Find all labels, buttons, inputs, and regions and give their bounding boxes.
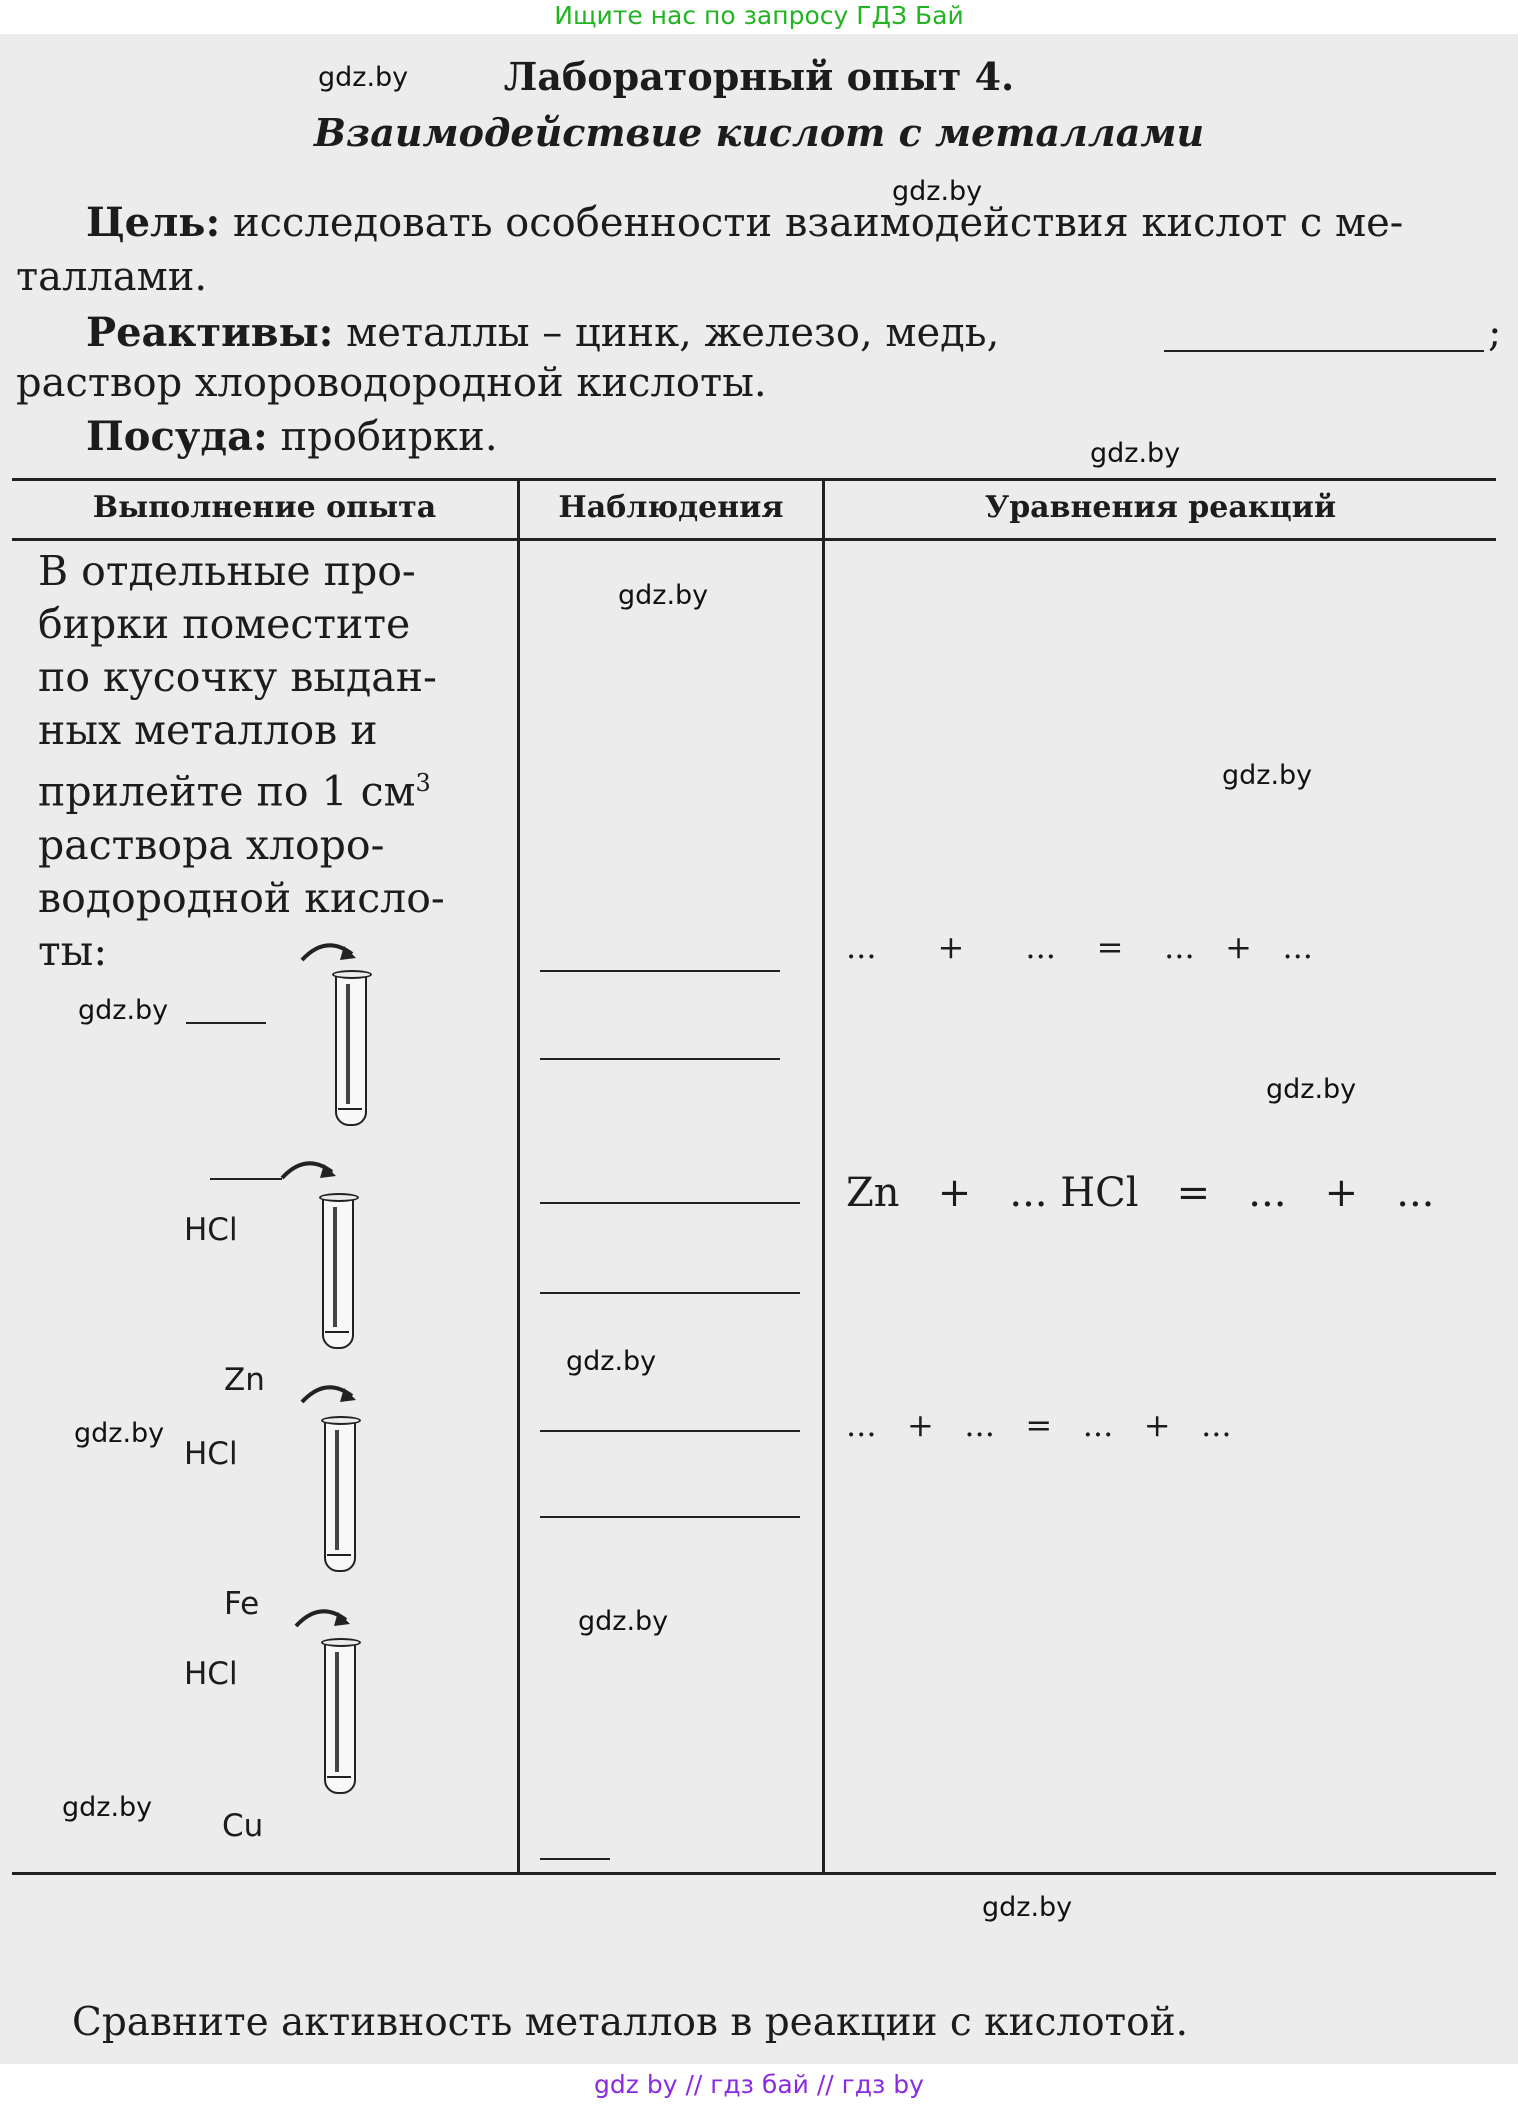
document-title: Лабораторный опыт 4. xyxy=(503,54,1015,99)
reagents-text-2: раствор хлороводородной кислоты. xyxy=(16,360,767,406)
watermark: gdz.by xyxy=(1090,438,1181,469)
pour-arrow-icon xyxy=(276,1148,346,1188)
observation-blank[interactable] xyxy=(540,1202,800,1204)
pour-arrow-icon xyxy=(296,1372,366,1412)
test-tube-icon xyxy=(324,1640,356,1794)
goal-paragraph xyxy=(16,198,1496,248)
observation-blank[interactable] xyxy=(540,1858,610,1860)
table-bottom-border xyxy=(12,1872,1496,1875)
test-tube-icon xyxy=(335,972,367,1126)
table-header-procedure: Выполнение опыта xyxy=(92,490,437,525)
observation-blank[interactable] xyxy=(540,1516,800,1518)
tube-label-fe: Fe xyxy=(224,1586,260,1622)
goal-text-2: таллами. xyxy=(16,254,208,300)
conclusion-prompt: Сравните активность металлов в реакции с кислотой. xyxy=(72,2000,1188,2045)
table-column-divider xyxy=(517,478,520,1874)
goal-text: исследовать особенности взаимодействия кислот с ме- xyxy=(232,200,1404,246)
document-subtitle: Взаимодействие кислот с металлами xyxy=(313,110,1205,155)
equation-3: ... + ... = ... + ... xyxy=(846,1406,1232,1444)
label-leader-line xyxy=(210,1178,282,1180)
observation-blank[interactable] xyxy=(540,1430,800,1432)
reagents-paragraph-cont xyxy=(16,358,1496,408)
table-header-observations: Наблюдения xyxy=(558,490,784,525)
observation-blank[interactable] xyxy=(540,1058,780,1060)
watermark: gdz.by xyxy=(578,1606,669,1637)
table-column-divider xyxy=(822,478,825,1874)
bottom-banner: gdz by // гдз бай // гдз by xyxy=(0,2064,1518,2108)
watermark: gdz.by xyxy=(62,1792,153,1823)
top-banner: Ищите нас по запросу ГДЗ Бай xyxy=(0,0,1518,34)
watermark: gdz.by xyxy=(618,580,709,611)
reagents-end: ; xyxy=(1488,310,1502,356)
dishes-paragraph xyxy=(16,412,1496,462)
test-tube-icon xyxy=(324,1418,356,1572)
watermark: gdz.by xyxy=(78,995,169,1026)
table-header-equations: Уравнения реакций xyxy=(984,490,1337,525)
watermark: gdz.by xyxy=(982,1892,1073,1923)
dishes-text: пробирки. xyxy=(280,414,498,460)
equation-1: ... + ... = ... + ... xyxy=(846,928,1313,966)
watermark: gdz.by xyxy=(318,62,409,93)
watermark: gdz.by xyxy=(892,176,983,207)
table-top-border xyxy=(12,478,1496,481)
procedure-text: В отдельные про- бирки поместите по кусочку выдан- ных металлов и прилейте по 1 $см^3$ раствора хлоро- водородной кисло- ты: xyxy=(38,547,445,975)
tube-label-hcl: HCl xyxy=(184,1656,238,1692)
tube-label-zn: Zn xyxy=(224,1362,265,1398)
observation-blank[interactable] xyxy=(540,1292,800,1294)
tube-label-hcl: HCl xyxy=(184,1436,238,1472)
watermark: gdz.by xyxy=(74,1418,165,1449)
pour-arrow-icon xyxy=(290,1596,360,1636)
reagents-blank[interactable] xyxy=(1164,350,1484,352)
dishes-label: Посуда: xyxy=(86,413,268,460)
watermark: gdz.by xyxy=(566,1346,657,1377)
reagents-text: металлы – цинк, железо, медь, xyxy=(346,310,1000,356)
label-leader-line xyxy=(186,1022,266,1024)
reagents-label: Реактивы: xyxy=(86,309,334,356)
watermark: gdz.by xyxy=(1266,1074,1357,1105)
watermark: gdz.by xyxy=(1222,760,1313,791)
equation-2: Zn + ... HCl = ... + ... xyxy=(846,1170,1435,1216)
pour-arrow-icon xyxy=(296,930,366,970)
tube-label-hcl: HCl xyxy=(184,1212,238,1248)
table-header-border xyxy=(12,538,1496,541)
tube-label-cu: Cu xyxy=(222,1808,264,1844)
test-tube-icon xyxy=(322,1195,354,1349)
observation-blank[interactable] xyxy=(540,970,780,972)
goal-label: Цель: xyxy=(86,199,221,246)
goal-paragraph-cont xyxy=(16,252,1496,302)
